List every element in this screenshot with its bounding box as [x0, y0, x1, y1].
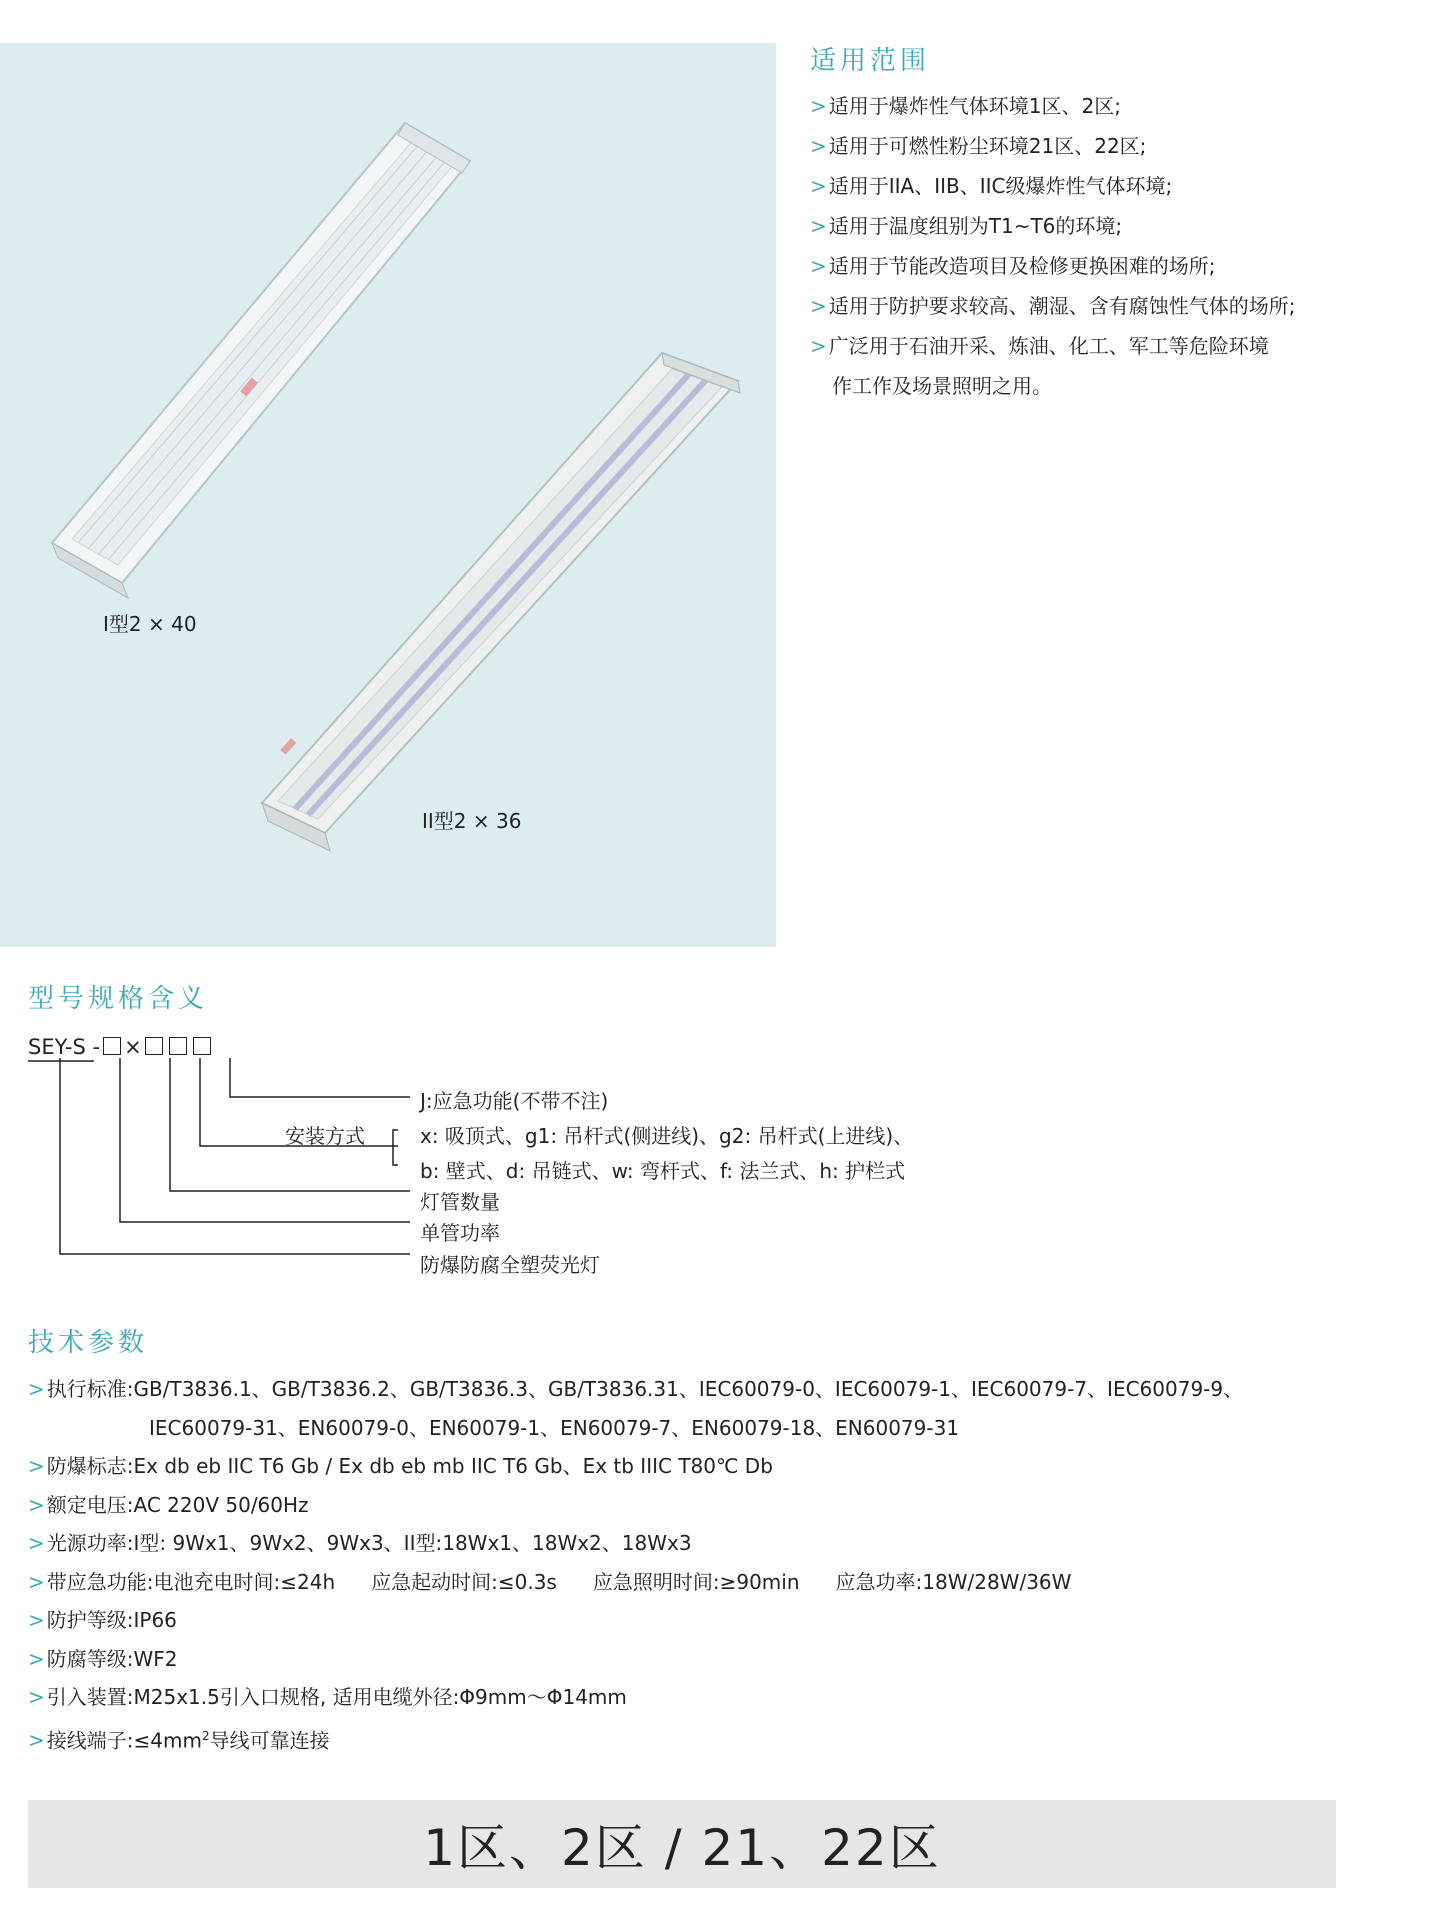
tech-item-standards: > 执行标准:GB/T3836.1、GB/T3836.2、GB/T3836.3、GB/T3836.31、IEC60079-0、IEC60079-1、IEC60079-7、IEC60079-9、 — [28, 1377, 1244, 1401]
arrow-icon: > — [28, 1454, 45, 1478]
scope-item: > 适用于IIA、IIB、IIC级爆炸性气体环境; — [810, 174, 1173, 198]
lamp-type-2-caption: II型2 × 36 — [422, 809, 522, 833]
lamp-type-1-image — [52, 123, 470, 598]
tech-item-power: > 光源功率:I型: 9Wx1、9Wx2、9Wx3、II型:18Wx1、18Wx2、18Wx3 — [28, 1531, 692, 1555]
arrow-icon: > — [810, 94, 827, 118]
scope-item: > 适用于节能改造项目及检修更换困难的场所; — [810, 254, 1216, 278]
legend-power: 单管功率 — [420, 1221, 500, 1245]
scope-item: > 适用于温度组别为T1~T6的环境; — [810, 214, 1123, 238]
lamp-type-1-caption: I型2 × 40 — [103, 612, 197, 636]
arrow-icon: > — [28, 1377, 45, 1401]
scope-item: > 广泛用于石油开采、炼油、化工、军工等危险环境 — [810, 334, 1269, 358]
legend-emergency: J:应急功能(不带不注) — [420, 1089, 609, 1113]
tech-item-terminal: > 接线端子$:\le 4mm^2$导线可靠连接 — [28, 1728, 330, 1753]
legend-install-1: x: 吸顶式、g1: 吊杆式(侧进线)、g2: 吊杆式(上进线)、 — [420, 1124, 914, 1148]
zone-banner-text: 1区、2区 / 21、22区 — [423, 1819, 941, 1877]
tech-item-standards-cont: IEC60079-31、EN60079-0、EN60079-1、EN60079-7、EN60079-18、EN60079-31 — [149, 1415, 960, 1440]
scope-item-continuation: 作工作及场景照明之用。 — [832, 374, 1052, 398]
install-label: 安装方式 — [285, 1124, 365, 1148]
arrow-icon: > — [28, 1531, 45, 1555]
tech-item-entry: > 引入装置:M25x1.5引入口规格, 适用电缆外径:Φ9mm～Φ14mm — [28, 1685, 627, 1709]
arrow-icon: > — [810, 174, 827, 198]
arrow-icon: > — [28, 1685, 45, 1709]
scope-list — [810, 86, 1296, 406]
arrow-icon: > — [28, 1492, 45, 1517]
zone-banner — [28, 1800, 1336, 1888]
install-box — [169, 1037, 187, 1055]
legend-install-2: b: 壁式、d: 吊链式、w: 弯杆式、f: 法兰式、h: 护栏式 — [420, 1159, 906, 1183]
model-code — [28, 1035, 214, 1059]
lamp-illustrations — [0, 43, 776, 947]
arrow-icon: > — [28, 1608, 45, 1632]
arrow-icon: > — [28, 1646, 45, 1671]
tech-item-emergency: > 带应急功能:电池充电时间:≤24h 应急起动时间:≤0.3s 应急照明时间:≥90min 应急功率:18W/28W/36W — [28, 1569, 1072, 1594]
tech-item-ip: > 防护等级:IP66 — [28, 1608, 177, 1632]
count-box — [145, 1037, 163, 1055]
times-sign: × — [124, 1035, 142, 1059]
scope-item: > 适用于爆炸性气体环境1区、2区; — [810, 94, 1121, 118]
arrow-icon: > — [810, 294, 827, 318]
model-title: 型号规格含义 — [28, 984, 209, 1014]
arrow-icon: > — [28, 1569, 45, 1594]
arrow-icon: > — [810, 254, 827, 278]
model-prefix: SEY-S - — [28, 1035, 101, 1059]
arrow-icon: > — [810, 334, 827, 358]
arrow-icon: > — [810, 134, 827, 158]
scope-item: > 适用于防护要求较高、潮湿、含有腐蚀性气体的场所; — [810, 294, 1296, 318]
tech-item-voltage: > 额定电压:AC 220V 50/60Hz — [28, 1492, 309, 1517]
tech-item-wf: > 防腐等级:WF2 — [28, 1646, 178, 1671]
lamp-type-2-image — [262, 353, 740, 851]
product-photo-panel — [0, 43, 776, 947]
scope-title: 适用范围 — [810, 46, 931, 76]
arrow-icon: > — [28, 1728, 45, 1753]
tech-title: 技术参数 — [28, 1328, 149, 1358]
scope-item: > 适用于可燃性粉尘环境21区、22区; — [810, 134, 1147, 158]
emergency-box — [193, 1037, 211, 1055]
legend-product: 防爆防腐全塑荧光灯 — [420, 1253, 600, 1277]
legend-tube-count: 灯管数量 — [420, 1190, 500, 1214]
arrow-icon: > — [810, 214, 827, 238]
power-box — [103, 1037, 121, 1055]
tech-item-exmark: > 防爆标志:Ex db eb IIC T6 Gb / Ex db eb mb IIC T6 Gb、Ex tb IIIC T80℃ Db — [28, 1454, 773, 1478]
tech-list — [28, 1370, 1243, 1760]
